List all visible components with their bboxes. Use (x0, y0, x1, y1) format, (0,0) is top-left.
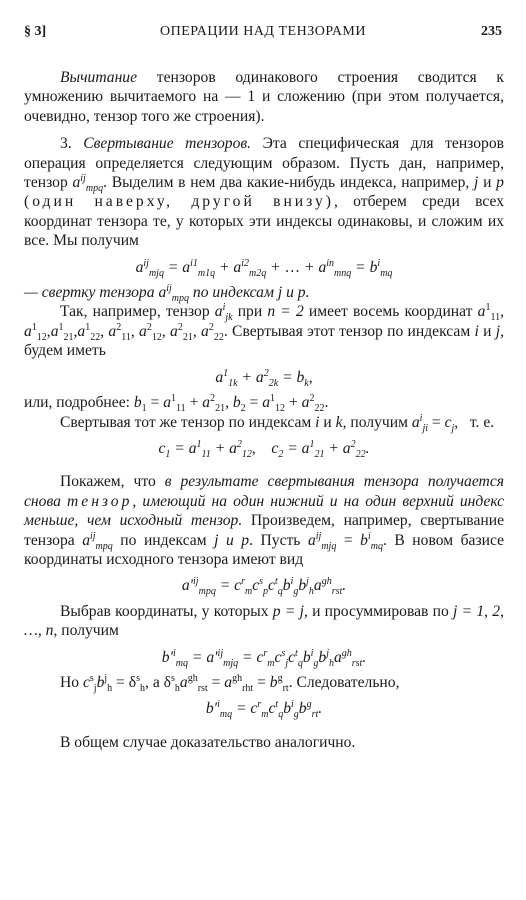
paragraph-example-tensor: Так, например, тензор $a^i_{jk}$ при n = 2 имеет восемь координат $a^1_{11}$, $a^1_{12},a^1_{21},a^1_{22}$, $a^2_{11}$, $a^2_{12}$, $a^2_{21}$, $a^2_{22}$. Свертывая этот тензор по индексам i и j, будем иметь (24, 302, 505, 360)
section-number: § 3] (24, 24, 47, 39)
paragraph-proof: Покажем, что в результате свертывания тензора получается снова тензор, имеющий на один нижний и на один верхний индекс меньше, чем исходный тензор. Произведем, например, свертывание тензора $a^{ij}_{mpq}$ по индексам j и p. Пусть $a^{ij}_{mjq} = b^i_{mq}$. В новом базисе координаты исходного тензора имеют вид (24, 473, 504, 568)
paragraph-delta: Но $c^s_jb^j_h = \delta^s_h$, а $\delta^s_ha^{gh}_{rst} = a^{gh}_{rht} = b^g_{rt}$. Следовательно, (60, 672, 400, 695)
paragraph-contract-ik: Свертывая тот же тензор по индексам i и k, получим $a^i_{ji} = c_j$, т. е. (60, 412, 495, 434)
running-header (24, 24, 502, 46)
formula-b-prime: $b'^i_{mq} = a'^{ij}_{mjq} = c^r_mc^s_jc^t_qb^i_gb^j_ha^{gh}_{rst}$. (161, 647, 367, 669)
formula-result: $b'^i_{mq} = c^r_mc^t_qb^i_gb^g_{rt}$. (205, 699, 323, 721)
page-body (24, 68, 504, 752)
chapter-title: ОПЕРАЦИИ НАД ТЕНЗОРАМИ (160, 24, 366, 39)
paragraph-subtraction: Вычитание тензоров одинакового строения сводится к умножению вычитаемого на — 1 и сложению (при этом получается, очевидно, тензор того же строения). (24, 69, 504, 125)
formula-c: $c_1 = a^1_{11} + a^2_{12}$, $c_2 = a^1_{21} + a^2_{22}$. (158, 438, 370, 461)
formula-contraction: $a^{ij}_{mjq} = a^{i1}_{m1q} + a^{i2}_{m2q}$ + … + $a^{in}_{mnq} = b^i_{mq}$ (135, 257, 393, 279)
paragraph-contraction-note: — свертку тензора $a^{ij}_{mpq}$ по индексам j и p. (24, 282, 310, 305)
paragraph-sum: Выбрав координаты, у которых p = j, и просуммировав по j = 1, 2, …, n, получим (24, 602, 504, 640)
paragraph-detailed: или, подробнее: $b_1 = a^1_{11} + a^2_{21}$, $b_2 = a^1_{12} + a^2_{22}$. (24, 392, 329, 415)
formula-transform: $a'^{ij}_{mpq} = c^r_mc^s_pc^t_qb^i_gb^j_ha^{gh}_{rst}$. (181, 576, 347, 598)
formula-b-k: $a^1_{1k} + a^2_{2k} = b_k$, (215, 367, 313, 389)
paragraph-contraction-definition: 3. Свертывание тензоров. Эта специфическая для тензоров операция определяется следующим образом. Пусть дан, например, тензор $a^{ij}_{mpq}$. Выделим в нем два какие-нибудь индекса, например, j и p (один наверху, другой внизу), отберем среди всех координат тензора те, у которых эти индексы одинаковы, и сложим их все. Мы получим (24, 135, 505, 250)
page-number: 235 (481, 24, 502, 39)
paragraph-general-case: В общем случае доказательство аналогично. (60, 733, 356, 751)
